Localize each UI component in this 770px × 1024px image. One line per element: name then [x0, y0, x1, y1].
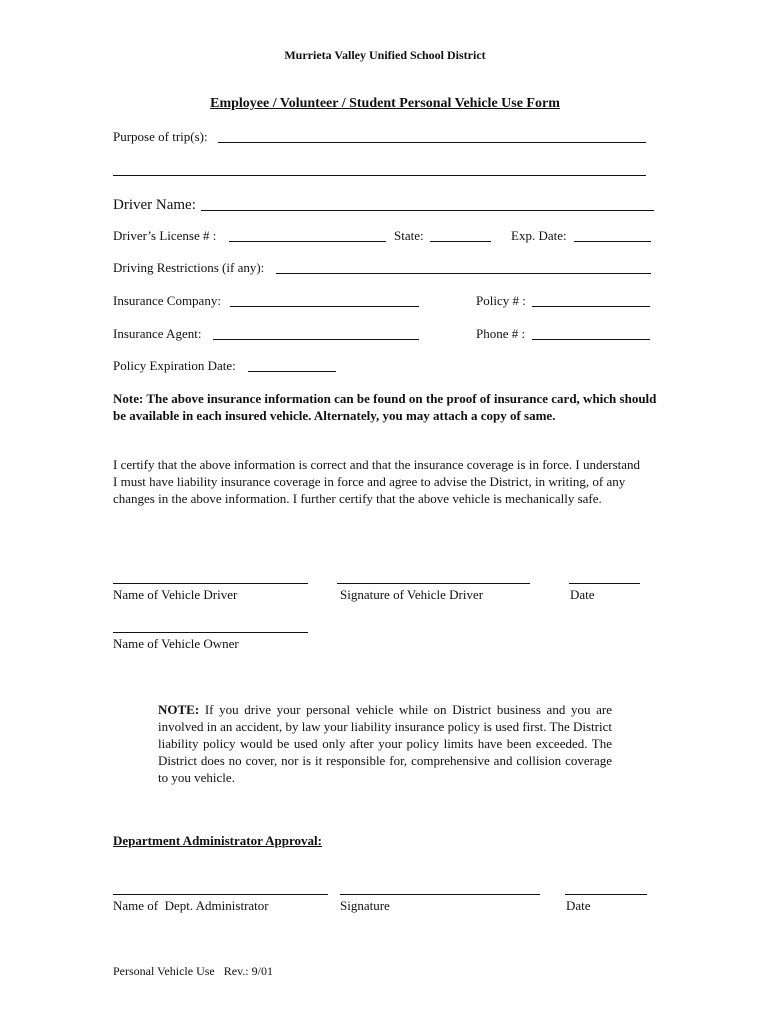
policy-expiration-label: Policy Expiration Date:: [113, 358, 240, 373]
revision-footer: Personal Vehicle Use Rev.: 9/01: [113, 964, 273, 978]
vehicle-driver-signature-caption: Signature of Vehicle Driver: [340, 587, 484, 602]
driver-name-field[interactable]: [201, 210, 654, 211]
form-title: Employee / Volunteer / Student Personal Vehicle Use Form: [210, 96, 560, 111]
insurance-company-field[interactable]: [230, 306, 419, 307]
admin-name-caption: Name of Dept. Administrator: [113, 898, 269, 913]
state-label: State:: [394, 228, 427, 243]
vehicle-driver-signature-line[interactable]: [337, 583, 530, 584]
certification-statement: I certify that the above information is correct and that the insurance coverage is in force. I understand I must have liability insurance coverage in force and agree to advise the District, in writing, of any changes in the above information. I further certify that the above vehicle is mechanically safe.: [113, 457, 641, 506]
admin-signature-line[interactable]: [340, 894, 540, 895]
driver-date-caption: Date: [570, 587, 595, 602]
liability-note-label: NOTE:: [158, 702, 200, 717]
driver-name-label: Driver Name:: [113, 197, 200, 213]
purpose-label: Purpose of trip(s):: [113, 129, 211, 144]
license-label: Driver’s License # :: [113, 228, 220, 243]
purpose-field-line-2[interactable]: [113, 175, 646, 176]
purpose-field-line-1[interactable]: [218, 142, 646, 143]
policy-number-label: Policy # :: [476, 293, 530, 308]
restrictions-label: Driving Restrictions (if any):: [113, 260, 268, 275]
insurance-company-label: Insurance Company:: [113, 293, 225, 308]
district-name: Murrieta Valley Unified School District: [284, 48, 486, 62]
admin-date-caption: Date: [566, 898, 591, 913]
admin-date-line[interactable]: [565, 894, 647, 895]
license-field[interactable]: [229, 241, 386, 242]
restrictions-field[interactable]: [276, 273, 651, 274]
vehicle-driver-name-line[interactable]: [113, 583, 308, 584]
insurance-note: Note: The above insurance information can be found on the proof of insurance card, which should be available in each insured vehicle. Alternately, you may attach a copy of same.: [113, 391, 657, 423]
exp-date-field[interactable]: [574, 241, 651, 242]
admin-name-line[interactable]: [113, 894, 328, 895]
driver-date-line[interactable]: [569, 583, 640, 584]
liability-note-text: If you drive your personal vehicle while on District business and you are involved in an accident, by law your liability insurance policy is used first. The District liability policy would be used only after your policy limits have been exceeded. The District does no cover, nor is it responsible for, comprehensive and collision coverage to you vehicle.: [158, 702, 612, 785]
phone-number-field[interactable]: [532, 339, 650, 340]
phone-number-label: Phone # :: [476, 326, 529, 341]
liability-note: [158, 701, 612, 786]
insurance-agent-field[interactable]: [213, 339, 419, 340]
vehicle-owner-name-line[interactable]: [113, 632, 308, 633]
vehicle-owner-name-caption: Name of Vehicle Owner: [113, 636, 239, 651]
insurance-agent-label: Insurance Agent:: [113, 326, 205, 341]
admin-signature-caption: Signature: [340, 898, 390, 913]
state-field[interactable]: [430, 241, 491, 242]
vehicle-driver-name-caption: Name of Vehicle Driver: [113, 587, 238, 602]
exp-date-label: Exp. Date:: [511, 228, 570, 243]
policy-number-field[interactable]: [532, 306, 650, 307]
policy-expiration-field[interactable]: [248, 371, 336, 372]
approval-heading: Department Administrator Approval:: [113, 833, 322, 848]
